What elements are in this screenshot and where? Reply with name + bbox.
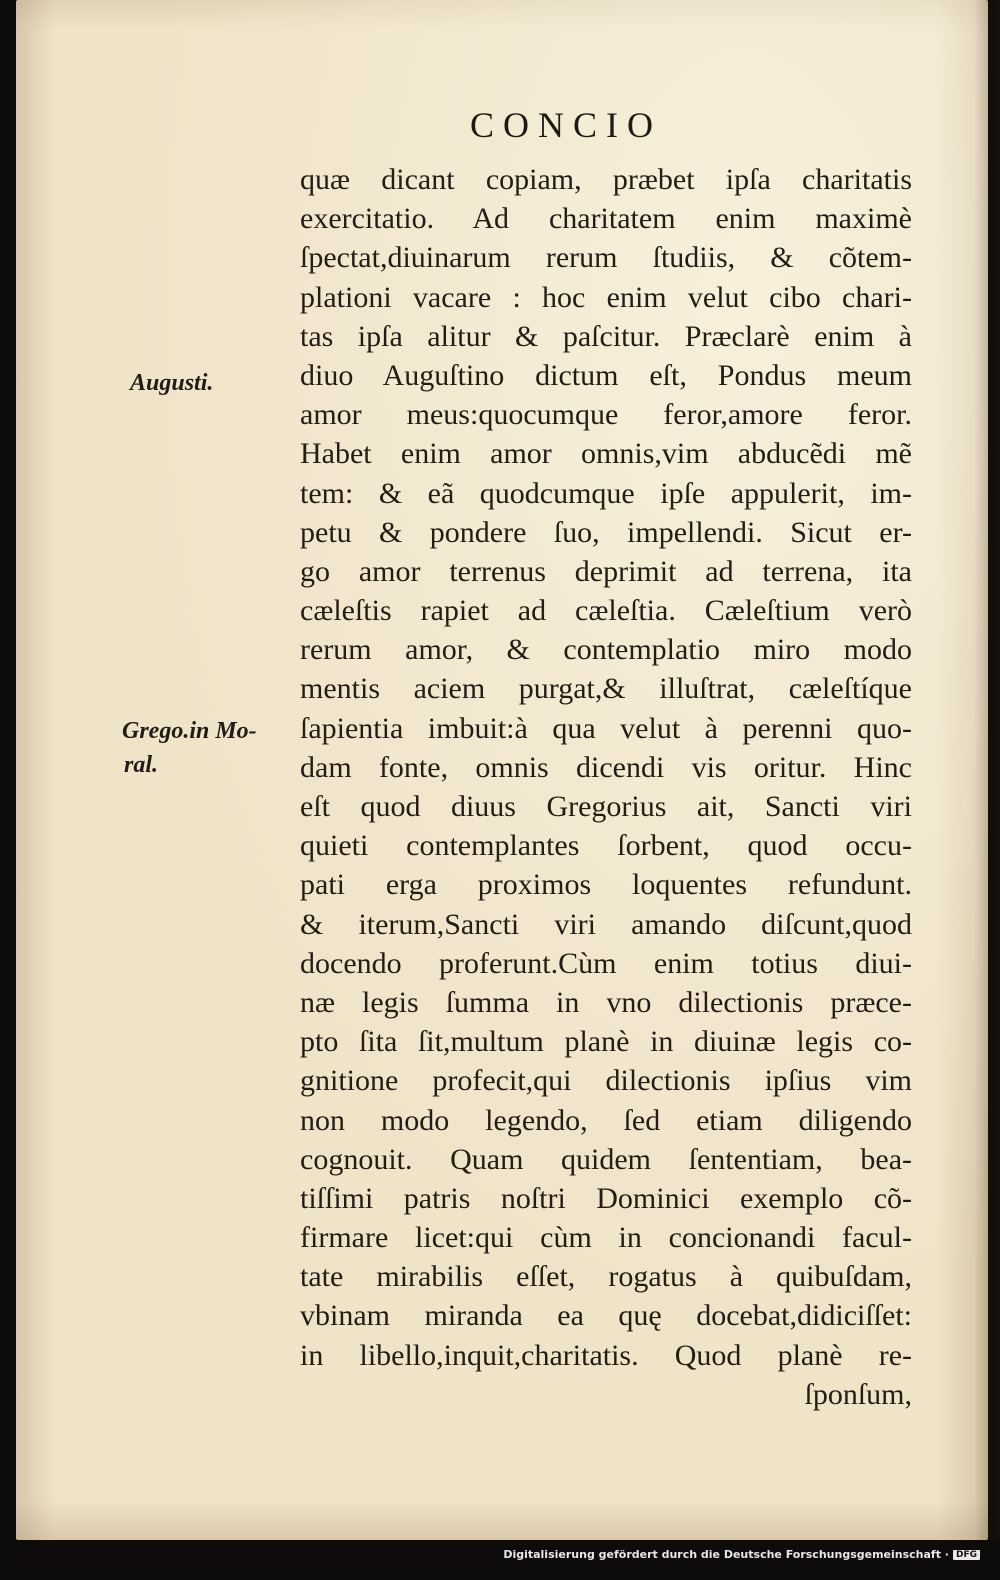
text-line: quieti contemplantes ſorbent, quod occu-	[300, 829, 912, 863]
text-line: firmare licet:qui cùm in concionandi facul-	[300, 1221, 912, 1255]
text-line: pto ſita ſit,multum planè in diuinæ legis co-	[300, 1025, 912, 1059]
text-line: non modo legendo, ſed etiam diligendo	[300, 1103, 912, 1137]
text-line: ſponſum,	[804, 1377, 912, 1411]
text-line: rerum amor, & contemplatio miro modo	[300, 633, 912, 667]
text-line: amor meus:quocumque feror,amore feror.	[300, 398, 912, 432]
running-head: CONCIO	[470, 105, 663, 145]
text-line: vbinam miranda ea quę docebat,didiciſſet:	[300, 1299, 912, 1333]
page-edge-shadow	[974, 0, 1000, 1540]
digitization-credit	[0, 1548, 980, 1561]
dfg-logo: DFG	[953, 1550, 980, 1560]
text-line: tas ipſa alitur & paſcitur. Præclarè enim à	[300, 319, 912, 353]
text-line: go amor terrenus deprimit ad terrena, ita	[300, 554, 912, 588]
text-line: diuo Auguſtino dictum eſt, Pondus meum	[300, 358, 912, 392]
text-line: tiſſimi patris noſtri Dominici exemplo cõ-	[300, 1181, 912, 1215]
margin-note-gregorius-line-1: Grego.in Mo-	[122, 718, 257, 744]
text-line: & iterum,Sancti viri amando diſcunt,quod	[300, 907, 912, 941]
text-line: Habet enim amor omnis,vim abducẽdi mẽ	[300, 437, 912, 471]
text-line: pati erga proximos loquentes refundunt.	[300, 868, 912, 902]
text-line: cognouit. Quam quidem ſententiam, bea-	[300, 1142, 912, 1176]
text-line: mentis aciem purgat,& illuſtrat, cæleſtíque	[300, 672, 912, 706]
text-line: quæ dicant copiam, præbet ipſa charitatis	[300, 163, 912, 196]
text-line: exercitatio. Ad charitatem enim maximè	[300, 202, 912, 236]
text-line: ſapientia imbuit:à qua velut à perenni quo-	[300, 711, 912, 745]
text-line: docendo proferunt.Cùm enim totius diui-	[300, 946, 912, 980]
text-line: ſpectat,diuinarum rerum ſtudiis, & cõtem-	[300, 241, 912, 275]
text-line: eſt quod diuus Gregorius ait, Sancti viri	[300, 790, 912, 823]
text-line: gnitione profecit,qui dilectionis ipſius vim	[300, 1064, 912, 1098]
text-line: næ legis ſumma in vno dilectionis præce-	[300, 985, 912, 1019]
text-line: tem: & eã quodcumque ipſe appulerit, im-	[300, 476, 912, 510]
text-line: cæleſtis rapiet ad cæleſtia. Cæleſtium verò	[300, 594, 912, 628]
text-line: dam fonte, omnis dicendi vis oritur. Hinc	[300, 750, 912, 784]
text-line: in libello,inquit,charitatis. Quod planè re-	[300, 1338, 912, 1372]
margin-note-augusti: Augusti.	[130, 370, 214, 396]
text-line: petu & pondere ſuo, impellendi. Sicut er-	[300, 515, 912, 549]
margin-note-gregorius-line-2: ral.	[124, 752, 159, 778]
footer-credit-text: Digitalisierung gefördert durch die Deutsche Forschungsgemeinschaft ·	[503, 1548, 949, 1561]
text-line: plationi vacare : hoc enim velut cibo chari-	[300, 280, 912, 314]
body-text	[300, 160, 912, 1414]
text-line: tate mirabilis eſſet, rogatus à quibuſdam,	[300, 1260, 912, 1294]
